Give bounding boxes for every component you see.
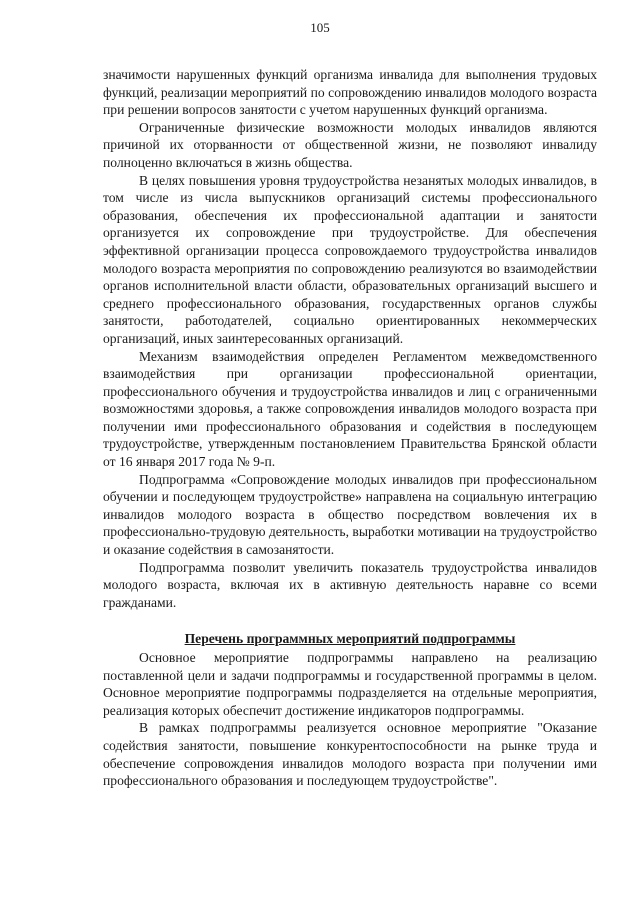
paragraph-subprogram-purpose: Подпрограмма «Сопровождение молодых инвалидов при профессиональном обучении и последующем трудоустройстве» направлена на социальную интеграцию инвалидов молодого возраста в общество посредством вовлечения их в профессионально-трудовую деятельность, выработки мотивации на трудоустройство и оказание содействия в самозанятости. bbox=[103, 471, 597, 558]
paragraph-interaction-mechanism: Механизм взаимодействия определен Регламентом межведомственного взаимодействия при организации профессиональной ориентации, профессионального обучения и трудоустройства инвалидов и лиц с ограниченными возможностями здоровья, а также сопровождения инвалидов молодого возраста при получении ими профессионального образования и содействия в последующем трудоустройстве, утвержденным постановлением Правительства Брянской области от 16 января 2017 года № 9-п. bbox=[103, 348, 597, 470]
paragraph-subprogram-indicator: Подпрограмма позволит увеличить показатель трудоустройства инвалидов молодого возраста, включая их в активную деятельность наравне со всеми гражданами. bbox=[103, 559, 597, 610]
paragraph-main-activity: Основное мероприятие подпрограммы направлено на реализацию поставленной цели и задачи подпрограммы и государственной программы в целом. Основное мероприятие подпрограммы подразделяется на отдельные мероприятия, реализация которых обеспечит достижение индикаторов подпрограммы. bbox=[103, 650, 597, 718]
paragraph-limited-abilities: Ограниченные физические возможности молодых инвалидов являются причиной их оторванности от общественной жизни, не позволяют инвалиду полноценно включаться в жизнь общества. bbox=[103, 119, 597, 170]
paragraph-continuation: значимости нарушенных функций организма инвалида для выполнения трудовых функций, реализации мероприятий по сопровождению инвалидов молодого возраста при решении вопросов занятости с учетом нарушенных функций организма. bbox=[103, 67, 597, 118]
page-number: 105 bbox=[310, 20, 330, 35]
document-body bbox=[103, 66, 597, 790]
section-heading: Перечень программных мероприятий подпрограммы bbox=[184, 631, 516, 647]
paragraph-employment-support: В целях повышения уровня трудоустройства незанятых молодых инвалидов, в том числе из числа выпускников организаций системы профессионального образования, обеспечения их профессиональной адаптации и занятости организуется их сопровождение при трудоустройстве. Для обеспечения эффективной организации процесса сопровождаемого трудоустройства инвалидов молодого возраста мероприятия по сопровождению реализуются во взаимодействии органов исполнительной власти области, образовательных организаций высшего и среднего профессионального образования, государственных органов службы занятости, работодателей, социально ориентированных некоммерческих организаций, иных заинтересованных организаций. bbox=[103, 172, 597, 346]
paragraph-main-activity-detail: В рамках подпрограммы реализуется основное мероприятие "Оказание содействия занятости, повышение конкурентоспособности на рынке труда и обеспечение сопровождения инвалидов молодого возраста при получении ими профессионального образования и последующем трудоустройстве". bbox=[103, 720, 597, 789]
